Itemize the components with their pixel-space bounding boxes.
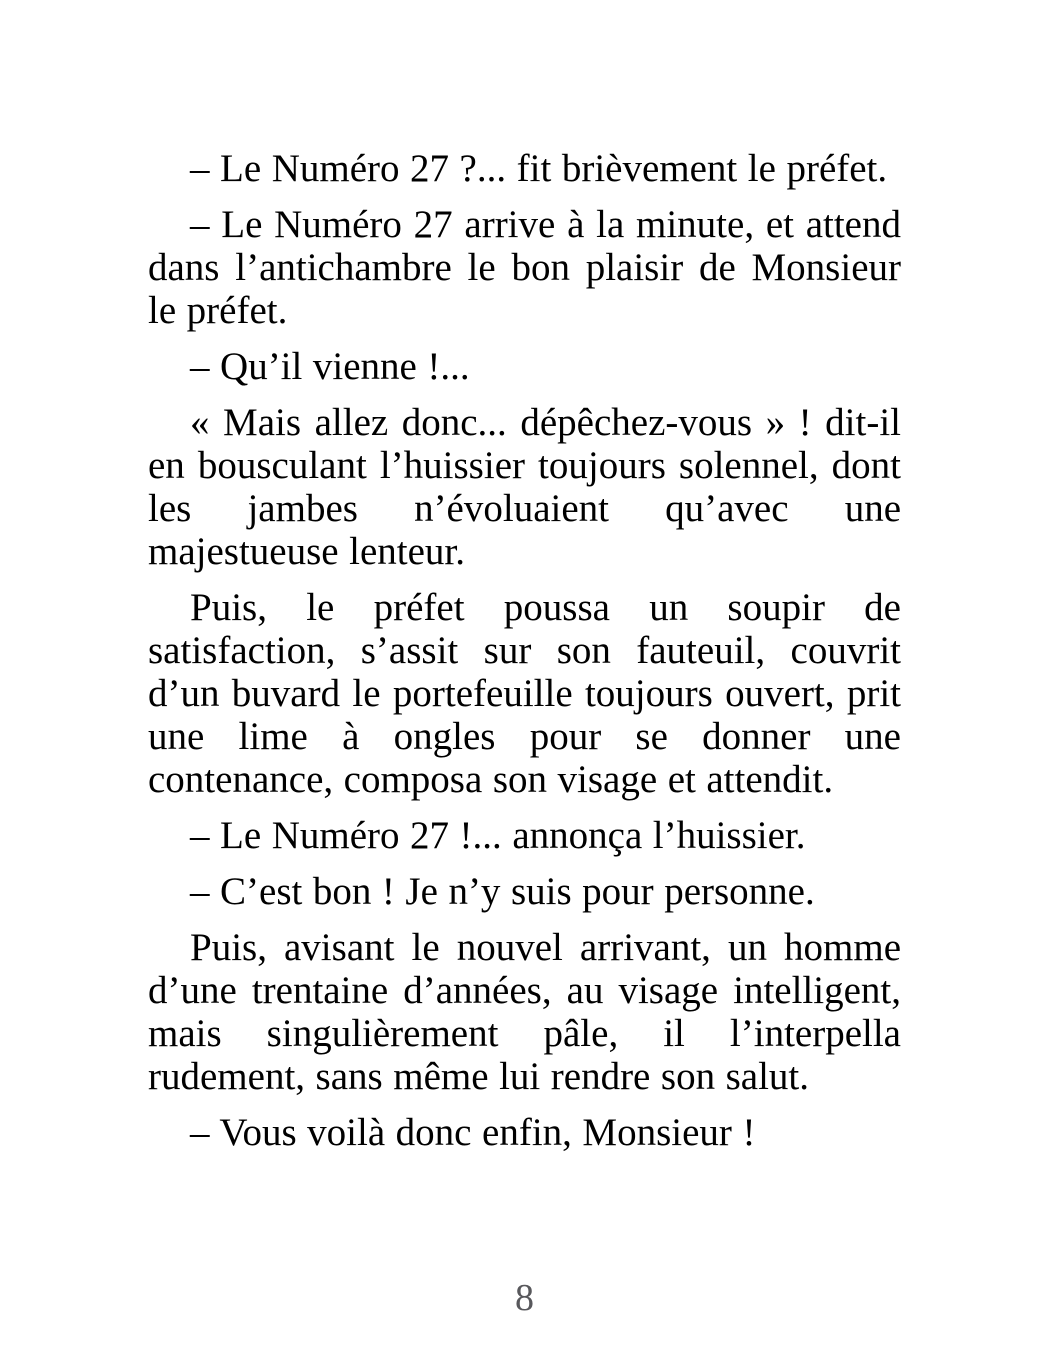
paragraph-6: – Le Numéro 27 !... annonça l’huissier.	[190, 814, 806, 857]
paragraph-3: – Qu’il vienne !...	[190, 345, 470, 388]
paragraph-5: Puis, le préfet poussa un soupir de satisfaction, s’assit sur son fauteuil, couvrit d’un buvard le portefeuille toujours ouvert, prit une lime à ongles pour se donner une contenance, composa son visage et attendit.	[148, 586, 901, 801]
text-block	[148, 147, 901, 1154]
paragraph-4: « Mais allez donc... dépêchez-vous » ! dit-il en bousculant l’huissier toujours solennel, dont les jambes n’évoluaient qu’avec une majestueuse lenteur.	[148, 401, 901, 573]
paragraph-8: Puis, avisant le nouvel arrivant, un homme d’une trentaine d’années, au visage intelligent, mais singulièrement pâle, il l’interpella rudement, sans même lui rendre son salut.	[148, 926, 901, 1098]
paragraph-7: – C’est bon ! Je n’y suis pour personne.	[190, 870, 815, 913]
page-number: 8	[515, 1277, 534, 1319]
paragraph-1: – Le Numéro 27 ?... fit brièvement le préfet.	[190, 147, 888, 190]
paragraph-2: – Le Numéro 27 arrive à la minute, et attend dans l’antichambre le bon plaisir de Monsieur le préfet.	[148, 203, 901, 332]
paragraph-9: – Vous voilà donc enfin, Monsieur !	[190, 1111, 756, 1154]
